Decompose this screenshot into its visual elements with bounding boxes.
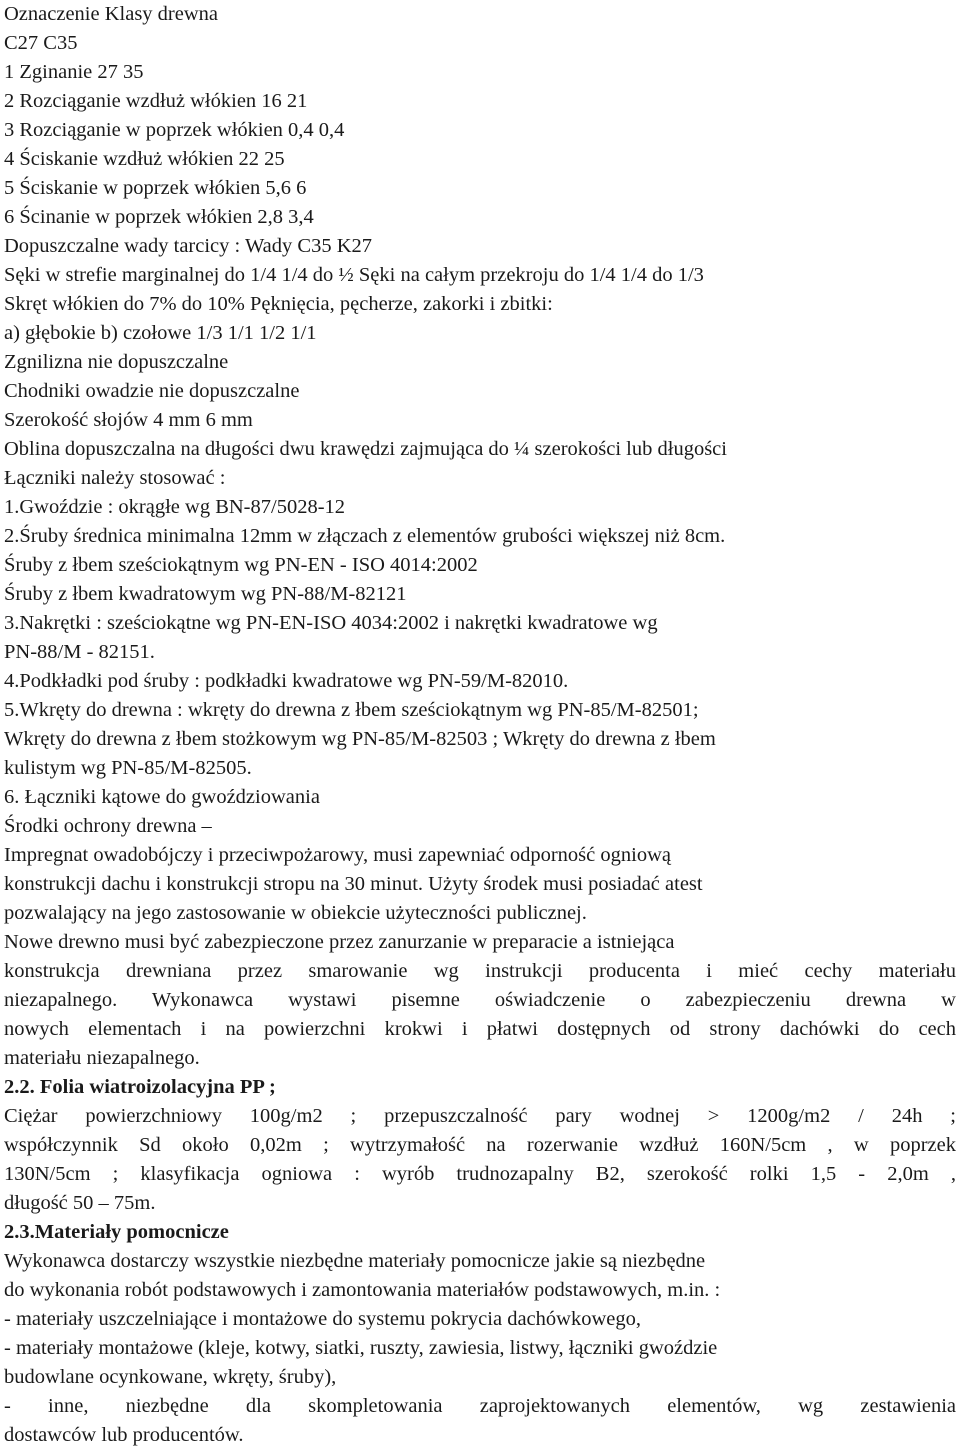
text-line: Ciężar powierzchniowy 100g/m2 ; przepuszczalność pary wodnej > 1200g/m2 / 24h ;	[4, 1105, 956, 1127]
text-line: 3 Rozciąganie w poprzek włókien 0,4 0,4	[4, 119, 345, 141]
text-line: współczynnik Sd około 0,02m ; wytrzymałość na rozerwanie wzdłuż 160N/5cm , w poprzek	[4, 1134, 956, 1156]
text-line: 4.Podkładki pod śruby : podkładki kwadratowe wg PN-59/M-82010.	[4, 670, 569, 692]
text-line: 5 Ściskanie w poprzek włókien 5,6 6	[4, 177, 307, 199]
text-line: Oblina dopuszczalna na długości dwu krawędzi zajmująca do ¼ szerokości lub długości	[4, 438, 727, 460]
text-line: - materiały uszczelniające i montażowe do systemu pokrycia dachówkowego,	[4, 1308, 641, 1330]
text-line: 1.Gwoździe : okrągłe wg BN-87/5028-12	[4, 496, 346, 518]
text-line: Skręt włókien do 7% do 10% Pęknięcia, pęcherze, zakorki i zbitki:	[4, 293, 553, 315]
text-line: Impregnat owadobójczy i przeciwpożarowy, musi zapewniać odporność ogniową	[4, 844, 671, 866]
text-line: kulistym wg PN-85/M-82505.	[4, 757, 252, 779]
text-line: Chodniki owadzie nie dopuszczalne	[4, 380, 300, 402]
text-line: a) głębokie b) czołowe 1/3 1/1 1/2 1/1	[4, 322, 317, 344]
text-line: 5.Wkręty do drewna : wkręty do drewna z łbem sześciokątnym wg PN-85/M-82501;	[4, 699, 699, 721]
text-line: niezapalnego. Wykonawca wystawi pisemne oświadczenie o zabezpieczeniu drewna w	[4, 989, 956, 1011]
paragraph-line: - inne, niezbędne dla skompletowania zaprojektowanych elementów, wg zestawienia	[4, 1395, 956, 1417]
text-line: Zgnilizna nie dopuszczalne	[4, 351, 229, 373]
text-line: 6 Ścinanie w poprzek włókien 2,8 3,4	[4, 206, 314, 228]
text-line: Łączniki należy stosować :	[4, 467, 226, 489]
text-line: Oznaczenie Klasy drewna	[4, 3, 218, 25]
section-heading-2-3	[4, 1218, 956, 1247]
text-line: 130N/5cm ; klasyfikacja ogniowa : wyrób trudnozapalny B2, szerokość rolki 1,5 - 2,0m ,	[4, 1163, 956, 1185]
text-line: budowlane ocynkowane, wkręty, śruby),	[4, 1366, 337, 1388]
section-number: 2.3.	[4, 1221, 35, 1243]
text-line: nowych elementach i na powierzchni krokwi i płatwi dostępnych od strony dachówki do cech	[4, 1018, 956, 1040]
text-line: - materiały montażowe (kleje, kotwy, siatki, ruszty, zawiesia, listwy, łączniki gwoździe	[4, 1337, 718, 1359]
paragraph-line: dostawców lub producentów.	[4, 1424, 244, 1446]
membrane-paragraph	[4, 1102, 956, 1189]
text-line: 1 Zginanie 27 35	[4, 61, 144, 83]
wood-protection-paragraph	[4, 957, 956, 1044]
text-line: konstrukcji dachu i konstrukcji stropu na 30 minut. Użyty środek musi posiadać atest	[4, 873, 703, 895]
auxiliary-materials-block	[4, 1247, 956, 1392]
text-line: pozwalający na jego zastosowanie w obiekcie użyteczności publicznej.	[4, 902, 587, 924]
text-line: Szerokość słojów 4 mm 6 mm	[4, 409, 253, 431]
text-line: 2.Śruby średnica minimalna 12mm w złączach z elementów grubości większej niż 8cm.	[4, 525, 726, 547]
paragraph-line: materiału niezapalnego.	[4, 1047, 200, 1069]
text-line: Środki ochrony drewna –	[4, 815, 212, 837]
text-line: 3.Nakrętki : sześciokątne wg PN-EN-ISO 4034:2002 i nakrętki kwadratowe wg	[4, 612, 658, 634]
text-line: 6. Łączniki kątowe do gwoździowania	[4, 786, 320, 808]
section-heading-2-2	[4, 1073, 956, 1102]
text-line: Dopuszczalne wady tarcicy : Wady C35 K27	[4, 235, 372, 257]
text-line: Wykonawca dostarczy wszystkie niezbędne materiały pomocnicze jakie są niezbędne	[4, 1250, 706, 1272]
section-title: Folia wiatroizolacyjna PP ;	[39, 1076, 276, 1098]
section-number: 2.2.	[4, 1076, 35, 1098]
text-line: Śruby z łbem kwadratowym wg PN-88/M-82121	[4, 583, 407, 605]
text-line: Sęki w strefie marginalnej do 1/4 1/4 do ½ Sęki na całym przekroju do 1/4 1/4 do 1/3	[4, 264, 704, 286]
text-line: Śruby z łbem sześciokątnym wg PN-EN - ISO 4014:2002	[4, 554, 478, 576]
paragraph-line: długość 50 – 75m.	[4, 1192, 156, 1214]
wood-specification-block	[4, 0, 956, 957]
text-line: Wkręty do drewna z łbem stożkowym wg PN-85/M-82503 ; Wkręty do drewna z łbem	[4, 728, 716, 750]
text-line: 4 Ściskanie wzdłuż włókien 22 25	[4, 148, 285, 170]
text-line: C27 C35	[4, 32, 78, 54]
text-line: 2 Rozciąganie wzdłuż włókien 16 21	[4, 90, 308, 112]
text-line: PN-88/M - 82151.	[4, 641, 155, 663]
text-line: do wykonania robót podstawowych i zamontowania materiałów podstawowych, m.in. :	[4, 1279, 721, 1301]
text-line: Nowe drewno musi być zabezpieczone przez zanurzanie w preparacie a istniejąca	[4, 931, 675, 953]
section-title: Materiały pomocnicze	[34, 1221, 229, 1243]
text-line: konstrukcja drewniana przez smarowanie wg instrukcji producenta i mieć cechy materiału	[4, 960, 956, 982]
